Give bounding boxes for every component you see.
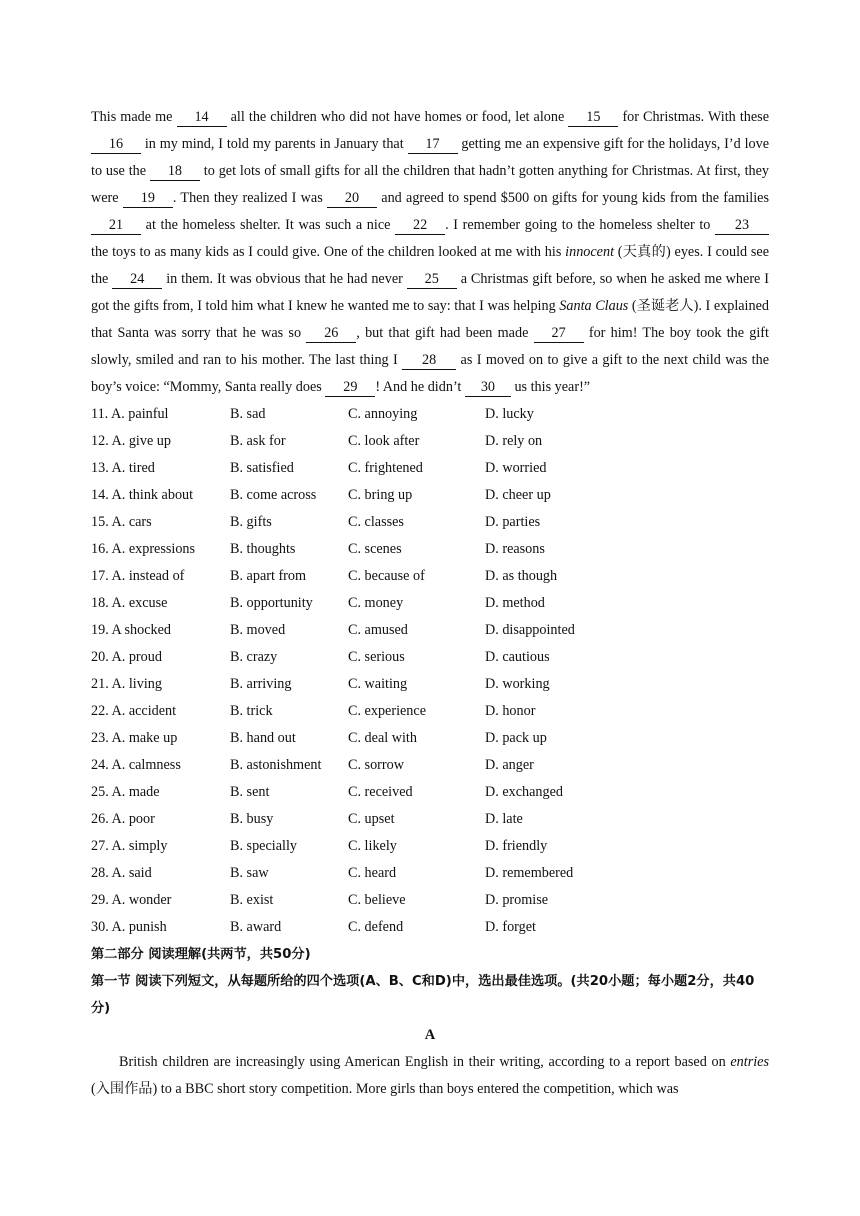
option-c: C. experience [348,703,426,719]
passage-text: This made me [91,109,177,125]
option-a: 26. A. poor [91,811,155,827]
passage-text: as I moved on to give a gift to the next child was the boy’s voice: “Mommy, Santa really does [91,352,769,395]
option-b: B. ask for [230,433,286,449]
option-d: D. late [485,811,523,827]
option-d: D. forget [485,919,536,935]
blank-24: 24 [112,270,162,289]
passage-label: A [424,1027,436,1043]
option-d: D. working [485,676,550,692]
blank-30: 30 [465,378,511,397]
option-b: B. opportunity [230,595,313,611]
blank-27: 27 [534,324,584,343]
option-a: 22. A. accident [91,703,177,719]
blank-23: 23 [715,216,769,235]
option-a: 12. A. give up [91,433,171,449]
option-row [91,806,769,833]
option-row [91,644,769,671]
option-c: C. sorrow [348,757,404,773]
section-instructions: 第一节 阅读下列短文，从每题所给的四个选项(A、B、C和D)中，选出最佳选项。(共20小题；每小题2分，共40分) [91,974,755,1016]
passage-text: (入围作品) to a BBC short story competition. More girls than boys entered the competition, which was [91,1081,679,1097]
option-d: D. friendly [485,838,548,854]
option-row [91,482,769,509]
option-a: 20. A. proud [91,649,162,665]
option-c: C. bring up [348,487,413,503]
option-row [91,590,769,617]
option-row [91,887,769,914]
option-a: 30. A. punish [91,919,167,935]
option-a: 17. A. instead of [91,568,185,584]
option-b: B. moved [230,622,286,638]
option-d: D. reasons [485,541,545,557]
option-row [91,401,769,428]
option-row [91,698,769,725]
option-d: D. anger [485,757,534,773]
passage-text: . Then they realized I was [172,190,328,206]
passage-text: the toys to as many kids as I could give. One of the children looked at me with his [91,244,566,260]
option-b: B. award [230,919,282,935]
option-row [91,752,769,779]
section-heading: 第二部分 阅读理解(共两节，共50分) [91,947,311,962]
option-a: 18. A. excuse [91,595,168,611]
option-a: 23. A. make up [91,730,178,746]
option-d: D. cheer up [485,487,551,503]
document-page [91,104,769,1103]
option-row [91,617,769,644]
blank-29: 29 [325,378,375,397]
cloze-passage [91,104,769,401]
option-b: B. satisfied [230,460,294,476]
option-a: 29. A. wonder [91,892,172,908]
blank-28: 28 [402,351,456,370]
option-c: C. likely [348,838,397,854]
blank-21: 21 [91,216,141,235]
passage-text: getting me an expensive gift for the holidays, I’d love to use the [91,136,770,179]
option-d: D. cautious [485,649,550,665]
option-row [91,671,769,698]
option-c: C. upset [348,811,395,827]
option-a: 24. A. calmness [91,757,181,773]
option-b: B. busy [230,811,274,827]
blank-14: 14 [177,108,227,127]
passage-text: . I remember going to the homeless shelter to [445,217,715,233]
option-a: 14. A. think about [91,487,194,503]
option-b: B. specially [230,838,297,854]
option-row [91,509,769,536]
option-d: D. lucky [485,406,534,422]
passage-text: to get lots of small gifts for all the children that hadn’t gotten anything for Christmas. At first, they were [91,163,770,206]
option-b: B. gifts [230,514,272,530]
option-b: B. apart from [230,568,307,584]
option-a: 11. A. painful [91,406,169,422]
option-row [91,860,769,887]
passage-text: a Christmas gift before, so when he asked me where I got the gifts from, I told him what I knew he wanted me to say: that I was helping [91,271,769,314]
option-a: 28. A. said [91,865,152,881]
option-b: B. hand out [230,730,296,746]
option-d: D. remembered [485,865,574,881]
blank-17: 17 [408,135,458,154]
option-a: 16. A. expressions [91,541,196,557]
blank-18: 18 [150,162,200,181]
option-a: 25. A. made [91,784,160,800]
passage-text: ! And he didn’t [375,379,465,395]
option-row [91,563,769,590]
option-c: C. deal with [348,730,417,746]
option-d: D. parties [485,514,541,530]
italic-word-entries: entries [730,1054,769,1070]
option-b: B. sad [230,406,266,422]
option-c: C. heard [348,865,397,881]
option-c: C. frightened [348,460,423,476]
option-c: C. money [348,595,404,611]
blank-20: 20 [327,189,377,208]
option-c: C. scenes [348,541,402,557]
option-a: 15. A. cars [91,514,152,530]
option-b: B. trick [230,703,273,719]
option-b: B. sent [230,784,270,800]
option-c: C. annoying [348,406,418,422]
option-d: D. pack up [485,730,547,746]
passage-text: British children are increasingly using American English in their writing, according to a report based on [119,1054,731,1070]
option-d: D. as though [485,568,558,584]
blank-15: 15 [568,108,618,127]
passage-text: in my mind, I told my parents in January that [141,136,408,152]
passage-text: , but that gift had been made [356,325,534,341]
option-row [91,455,769,482]
option-a: 27. A. simply [91,838,168,854]
option-b: B. crazy [230,649,278,665]
option-b: B. saw [230,865,269,881]
italic-word-innocent: innocent [565,244,615,260]
passage-text: in them. It was obvious that he had never [162,271,407,287]
option-c: C. defend [348,919,404,935]
passage-text: and agreed to spend $500 on gifts for young kids from the families [377,190,770,206]
option-d: D. worried [485,460,547,476]
option-row [91,914,769,941]
option-row [91,833,769,860]
blank-25: 25 [407,270,457,289]
option-row [91,725,769,752]
option-c: C. amused [348,622,408,638]
option-d: D. promise [485,892,549,908]
answer-options-list [91,401,769,941]
italic-word-santa-claus: Santa Claus [559,298,629,314]
option-b: B. thoughts [230,541,296,557]
option-row [91,536,769,563]
option-d: D. rely on [485,433,543,449]
passage-text: us this year!” [510,379,591,395]
option-a: 21. A. living [91,676,162,692]
blank-22: 22 [395,216,445,235]
passage-text: at the homeless shelter. It was such a nice [141,217,396,233]
option-c: C. because of [348,568,425,584]
option-c: C. serious [348,649,405,665]
option-a: 13. A. tired [91,460,155,476]
option-c: C. received [348,784,413,800]
option-c: C. classes [348,514,404,530]
passage-text: for Christmas. With these [618,109,770,125]
option-a: 19. A shocked [91,622,171,638]
option-c: C. look after [348,433,420,449]
option-d: D. disappointed [485,622,575,638]
blank-16: 16 [91,135,141,154]
option-d: D. method [485,595,545,611]
passage-text: all the children who did not have homes or food, let alone [226,109,569,125]
passage-text: (圣诞老人). I explained that Santa was sorry that he was so [91,298,769,341]
passage-text: (天真的) eyes. I could see the [91,244,769,287]
option-d: D. honor [485,703,536,719]
option-b: B. exist [230,892,274,908]
blank-19: 19 [123,189,173,208]
option-b: B. astonishment [230,757,322,773]
option-row [91,779,769,806]
reading-passage-a [91,1049,769,1103]
option-row [91,428,769,455]
option-b: B. come across [230,487,317,503]
option-c: C. believe [348,892,406,908]
option-d: D. exchanged [485,784,563,800]
blank-26: 26 [306,324,356,343]
passage-text: for him! The boy took the gift slowly, smiled and ran to his mother. The last thing I [91,325,769,368]
option-c: C. waiting [348,676,408,692]
option-b: B. arriving [230,676,292,692]
